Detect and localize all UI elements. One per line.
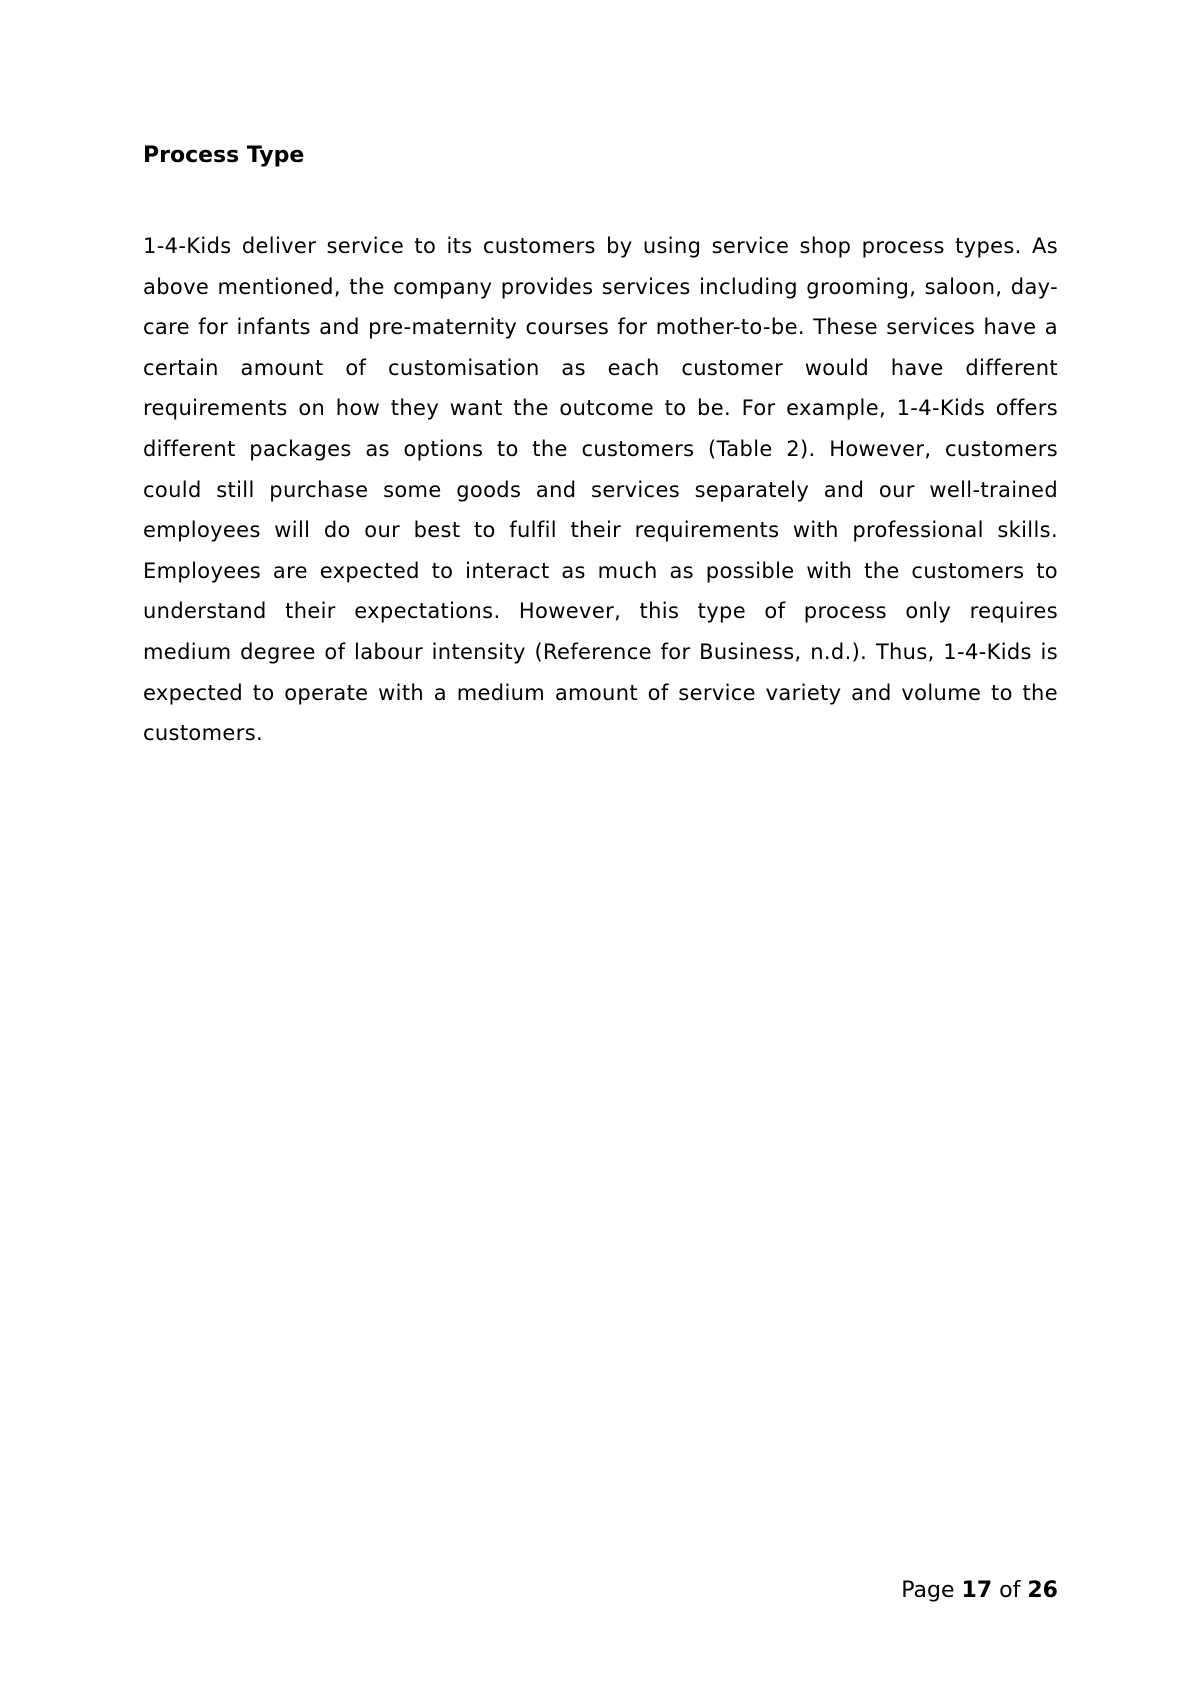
page-number-footer: [901, 1575, 1058, 1607]
page-label: Page: [901, 1578, 955, 1603]
current-page-number: 17: [961, 1578, 993, 1603]
body-paragraph: 1-4-Kids deliver service to its customers by using service shop process types. As above mentioned, the company provides services including grooming, saloon, day-care for infants and pre-maternity courses for mother-to-be. These services have a certain amount of customisation as each customer would have different requirements on how they want the outcome to be. For example, 1-4-Kids offers different packages as options to the customers (Table 2). However, customers could still purchase some goods and services separately and our well-trained employees will do our best to fulfil their requirements with professional skills. Employees are expected to interact as much as possible with the customers to understand their expectations. However, this type of process only requires medium degree of labour intensity (Reference for Business, n.d.). Thus, 1-4-Kids is expected to operate with a medium amount of service variety and volume to the customers.: [143, 234, 1058, 746]
section-heading: Process Type: [143, 143, 305, 168]
total-pages-number: 26: [1027, 1578, 1058, 1603]
of-label: of: [999, 1578, 1021, 1603]
